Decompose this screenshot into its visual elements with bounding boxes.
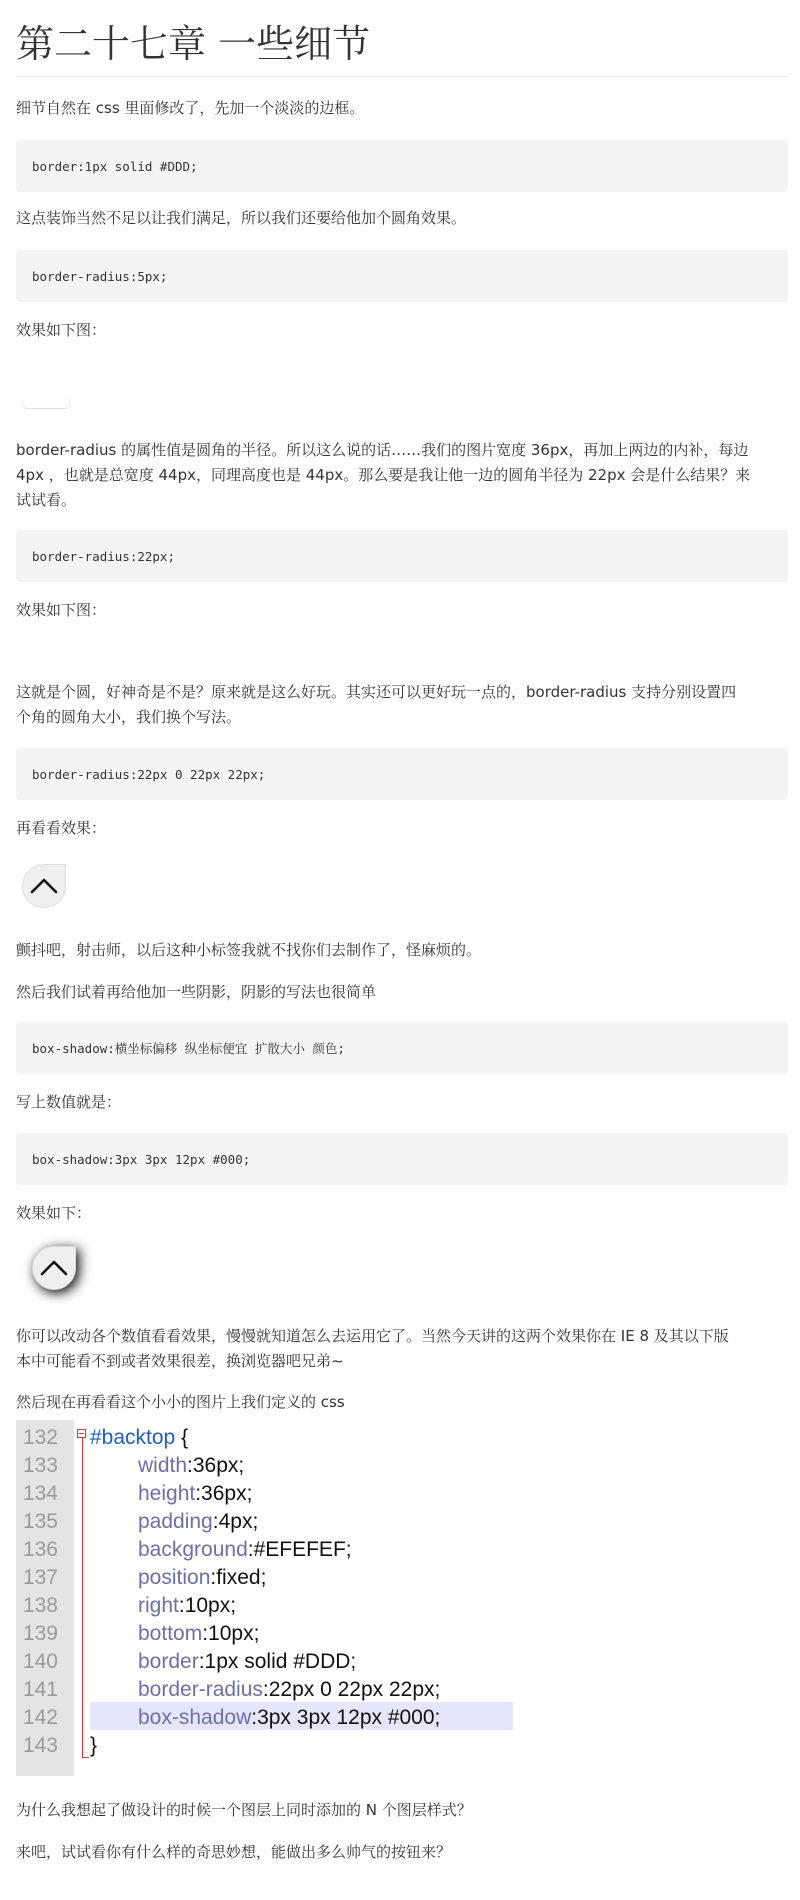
css-value: :10px; — [202, 1622, 260, 1645]
css-property: bottom — [138, 1622, 203, 1645]
paragraph-10: 写上数值就是： — [16, 1093, 122, 1111]
code-block-border-radius-corners: border-radius:22px 0 22px 22px; — [16, 748, 788, 800]
code-line — [138, 1536, 352, 1564]
line-number: 133 — [22, 1454, 58, 1477]
chevron-up-icon — [39, 1259, 69, 1277]
paragraph-3: 效果如下图： — [16, 321, 107, 339]
line-number: 141 — [22, 1678, 58, 1701]
paragraph-6-line-1: 这就是个圆，好神奇是不是？原来就是这么好玩。其实还可以更好玩一点的，border-radius 支持分别设置四 — [16, 683, 737, 701]
fold-collapse-icon — [77, 1429, 86, 1438]
css-value: :3px 3px 12px #000; — [251, 1706, 441, 1729]
line-number: 140 — [22, 1650, 58, 1673]
css-property: padding — [138, 1510, 213, 1533]
article — [16, 0, 788, 1861]
code-block-box-shadow-values: box-shadow:3px 3px 12px #000; — [16, 1133, 788, 1185]
paragraph-4-line-2: 4px ，也就是总宽度 44px，同理高度也是 44px。那么要是我让他一边的圆角半径为 22px 会是什么结果？来 — [16, 466, 751, 484]
paragraph-5: 效果如下图： — [16, 601, 107, 619]
demo-button-rounded — [22, 864, 66, 908]
code-block-box-shadow-syntax: box-shadow:横坐标偏移 纵坐标便宜 扩散大小 颜色; — [16, 1022, 788, 1074]
css-value: :10px; — [178, 1594, 237, 1617]
css-property: background — [138, 1538, 248, 1561]
chevron-up-icon — [29, 877, 59, 895]
css-value: :#EFEFEF; — [247, 1538, 352, 1561]
css-value: :1px solid #DDD; — [198, 1650, 357, 1673]
code-line — [138, 1648, 356, 1676]
line-number: 142 — [22, 1706, 58, 1729]
css-property: position — [138, 1566, 211, 1589]
paragraph-12-line-2: 本中可能看不到或者效果很差，换浏览器吧兄弟~ — [16, 1352, 344, 1370]
code-line — [138, 1480, 252, 1508]
paragraph-4-line-1: border-radius 的属性值是圆角的半径。所以这么说的话……我们的图片宽度 36px，再加上两边的内补，每边 — [16, 441, 749, 459]
code-line — [138, 1564, 266, 1592]
css-property: width — [138, 1454, 188, 1477]
line-number: 138 — [22, 1594, 58, 1617]
demo-image-radius-5 — [22, 398, 70, 409]
line-number: 135 — [22, 1510, 58, 1533]
code-line — [138, 1620, 259, 1648]
paragraph-8: 颤抖吧，射击师，以后这种小标签我就不找你们去制作了，怪麻烦的。 — [16, 941, 482, 959]
paragraph-7: 再看看效果： — [16, 819, 107, 837]
css-property: right — [138, 1594, 179, 1617]
code-punct: { — [175, 1426, 189, 1449]
css-property: height — [138, 1482, 196, 1505]
code-block-border-radius-22: border-radius:22px; — [16, 530, 788, 582]
line-number: 143 — [22, 1734, 58, 1757]
paragraph-13: 然后现在再看看这个小小的图片上我们定义的 css — [16, 1393, 345, 1411]
demo-button-shadow — [32, 1246, 76, 1290]
css-selector: #backtop — [90, 1426, 176, 1449]
paragraph-9: 然后我们试着再给他加一些阴影，阴影的写法也很简单 — [16, 983, 377, 1001]
code-editor-screenshot — [16, 1420, 516, 1776]
code-line-highlighted — [138, 1704, 440, 1732]
code-line — [138, 1508, 258, 1536]
css-property: box-shadow — [138, 1706, 252, 1729]
css-value: :4px; — [212, 1510, 259, 1533]
css-value: :fixed; — [210, 1566, 267, 1589]
line-number: 132 — [22, 1426, 58, 1449]
paragraph-4-line-3: 试试看。 — [16, 491, 77, 509]
code-block-border: border:1px solid #DDD; — [16, 140, 788, 192]
code-line-close — [90, 1732, 97, 1760]
code-line — [138, 1452, 244, 1480]
page-title: 第二十七章 一些细节 — [16, 0, 788, 77]
code-line — [138, 1676, 440, 1704]
paragraph-15: 来吧，试试看你有什么样的奇思妙想，能做出多么帅气的按钮来？ — [16, 1843, 452, 1861]
fold-end-marker — [82, 1757, 89, 1758]
paragraph-12-line-1: 你可以改动各个数值看看效果，慢慢就知道怎么去运用它了。当然今天讲的这两个效果你在 IE 8 及其以下版 — [16, 1327, 729, 1345]
code-line — [138, 1592, 236, 1620]
paragraph-2: 这点装饰当然不足以让我们满足，所以我们还要给他加个圆角效果。 — [16, 209, 467, 227]
line-number: 134 — [22, 1482, 58, 1505]
fold-guide — [82, 1434, 83, 1757]
css-value: :36px; — [187, 1454, 245, 1477]
paragraph-6-line-2: 个角的圆角大小，我们换个写法。 — [16, 708, 242, 726]
line-number: 139 — [22, 1622, 58, 1645]
paragraph-14: 为什么我想起了做设计的时候一个图层上同时添加的 N 个图层样式？ — [16, 1801, 472, 1819]
code-punct: } — [90, 1734, 98, 1757]
code-block-border-radius-5: border-radius:5px; — [16, 250, 788, 302]
paragraph-11: 效果如下： — [16, 1204, 92, 1222]
code-line-selector — [90, 1424, 188, 1452]
css-property: border — [138, 1650, 199, 1673]
paragraph-1: 细节自然在 css 里面修改了，先加一个淡淡的边框。 — [16, 99, 365, 117]
css-value: :36px; — [195, 1482, 253, 1505]
line-number: 136 — [22, 1538, 58, 1561]
line-number: 137 — [22, 1566, 58, 1589]
css-value: :22px 0 22px 22px; — [262, 1678, 441, 1701]
css-property: border-radius — [138, 1678, 263, 1701]
